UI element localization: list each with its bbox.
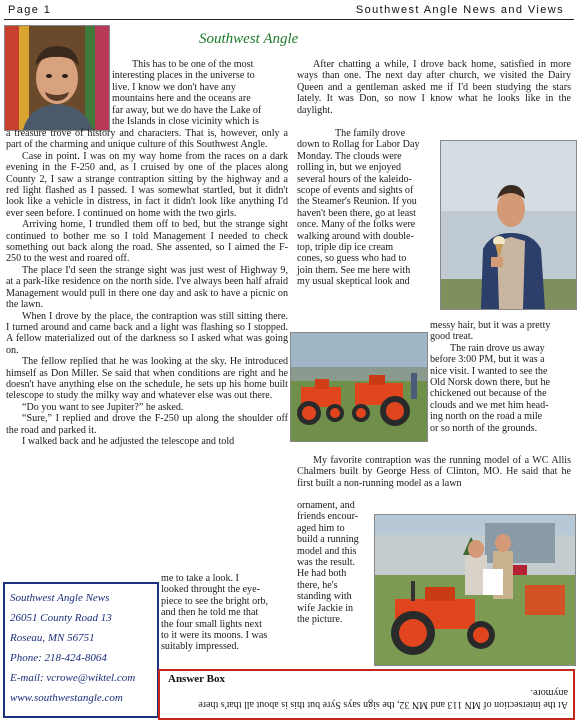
paragraph: a treasure trove of history and characters. That is, however, only a part of the charming and unique culture of this Southwest Angle. [6,128,288,151]
author-portrait-photo [4,25,110,131]
text-line: far away, but we do have the Lake of [112,104,262,116]
text-line: walking around with double- [297,230,414,242]
paragraph: I walked back and he adjusted the telescope and told [22,435,235,447]
rollag-lines [297,128,437,288]
page-number: Page 1 [8,4,52,16]
text-line: scope of events and sights of [297,185,414,197]
text-line: aged him to [297,522,345,534]
text-line: build a running [297,534,359,546]
text-line: clouds and we met him head- [430,399,549,411]
answer-box [158,669,575,720]
article-title: Southwest Angle [199,31,299,47]
email-address[interactable]: E-mail: vcrowe@wiktel.com [10,672,136,684]
tractors-photo [290,332,428,442]
text-line: me to take a look. I [161,573,239,584]
text-line: the picture. [297,614,343,626]
telescope-lines [161,573,291,653]
text-line: there, he's [297,579,338,591]
text-line: ornament, and [297,500,355,511]
text-line: Monday. The clouds were [297,150,402,162]
paragraph: “Sure,” I replied and drove the F-250 up along the shoulder off the road and parked it. [6,413,288,436]
text-line: The rain drove us away [450,342,545,354]
contact-info-box [3,582,159,718]
text-line: was the result. [297,557,356,569]
publication-name: Southwest Angle News and Views [355,4,564,16]
text-line: interesting places in the universe to [112,70,255,82]
running-model-tractor-photo [374,514,576,666]
text-line: the Islands in close vicinity which is [112,116,259,128]
phone-number: Phone: 218-424-8064 [10,652,107,664]
text-line: standing with [297,591,352,603]
text-line: and then he told me that [161,607,259,619]
text-line: Old Norsk down there, but he [430,377,550,389]
rollag-continuation [430,320,575,434]
text-line: The family drove [335,128,406,139]
man-with-ice-cream-photo [440,140,577,310]
text-line: several hours of the kaleido- [297,173,412,185]
contraption-lines [297,500,375,625]
text-line: once. Many of the folks were [297,219,416,231]
text-line: rolling in, but we enjoyed [297,162,402,174]
text-line: to it were its moons. I was [161,630,268,642]
text-line: or so north of the grounds. [430,422,538,434]
text-line: the four small lights next [161,618,262,630]
text-line: wife Jackie in [297,602,354,614]
text-line: piece to see the bright orb, [161,595,269,607]
text-line: looked throught the eye- [161,584,260,596]
text-line: down to Rollag for Labor Day [297,139,420,151]
paragraph: Arriving home, I trundled them off to bed, but the strange sight continued to bother me so I told Management I needed to check something out back along the road. She assented, so I aimed the F-250 to the west and roared off. [6,219,288,265]
paragraph: My favorite contraption was the running model of a WC Allis Chalmers built by George Hess of Clinton, MO. He said that he first built a non-running model as a lawn [297,455,571,489]
text-line: before 3:00 PM, but it was a [430,354,545,366]
website-link[interactable]: www.southwestangle.com [10,692,123,704]
paragraph: The fellow replied that he was looking at the sky. He introduced himself as Don Miller. Se said that when conditions are right and he doesn't have anything else on the schedule, he sets up his home built telescope to study the milky way and whatever else was out there. [6,356,288,402]
paragraph: When I drove by the place, the contraption was still sitting there. I turned around and came back and a light was flashing so I stopped. A fellow materialized out of the darkness so I asked what was going on. [6,310,288,356]
text-line: top, triple dip ice cream [297,242,394,254]
text-line: good treat. [430,331,474,343]
text-line: join them. See me here with [297,264,411,276]
newspaper-name: Southwest Angle News [10,592,110,604]
paragraph: After chatting a while, I drove back home, satisfied in more ways than one. The next day after church, we visited the Dairy Queen and a gentleman asked me if I'd been studying the stars lately. It was Don, so now I know what he looks like in the daylight. [297,59,571,116]
text-line: suitably impressed. [161,641,239,653]
text-line: the Steamer's Reunion. If you [297,196,417,208]
intro-lines [112,59,290,127]
paragraph: Case in point. I was on my way home from the races on a dark evening in the F-250 and, as I cruised by one of the places along County 2, I saw a strange contraption sitting by the highway and a red light flashed as I passed. I was somewhat startled, but it didn't look like a vehicle in distress, in fact it didn't look like anything I'd ever seen before. I continued on home with the two girls. [6,150,288,219]
paragraph: “Do you want to see Jupiter?” he asked. [22,401,184,413]
answer-box-upside-down-text: At the intersection of MN 113 and MN 32, the sign says Syre but this is about all that's there anymore. [198,687,568,710]
text-line: He had both [297,568,347,580]
text-line: haven't been there, go at least [297,207,416,219]
text-line: This has to be one of the most [132,59,254,70]
text-line: my usual skeptical look and [297,276,410,288]
left-column-text [6,128,288,447]
street-address: 26051 County Road 13 [10,612,112,624]
text-line: ing north on the road a mile [430,411,543,423]
city-state-zip: Roseau, MN 56751 [10,632,95,644]
header-rule [4,19,574,20]
text-line: model and this [297,545,357,557]
text-line: cones, so guess who had to [297,253,407,265]
text-line: chickened out because of the [430,388,547,400]
paragraph: The place I'd seen the strange sight was just west of Highway 9, at a park-like residence on the north side. I've always been half afraid Management would pull in there one day and ask to have a picnic on the lawn. [6,264,288,311]
text-line: nice visit. I wanted to see the [430,365,548,377]
text-line: mountains here and the oceans are [112,93,251,105]
text-line: live. I know we don't have any [112,81,236,93]
text-line: friends encour- [297,511,359,523]
text-line: messy hair, but it was a pretty [430,320,551,331]
answer-box-title: Answer Box [168,673,225,685]
